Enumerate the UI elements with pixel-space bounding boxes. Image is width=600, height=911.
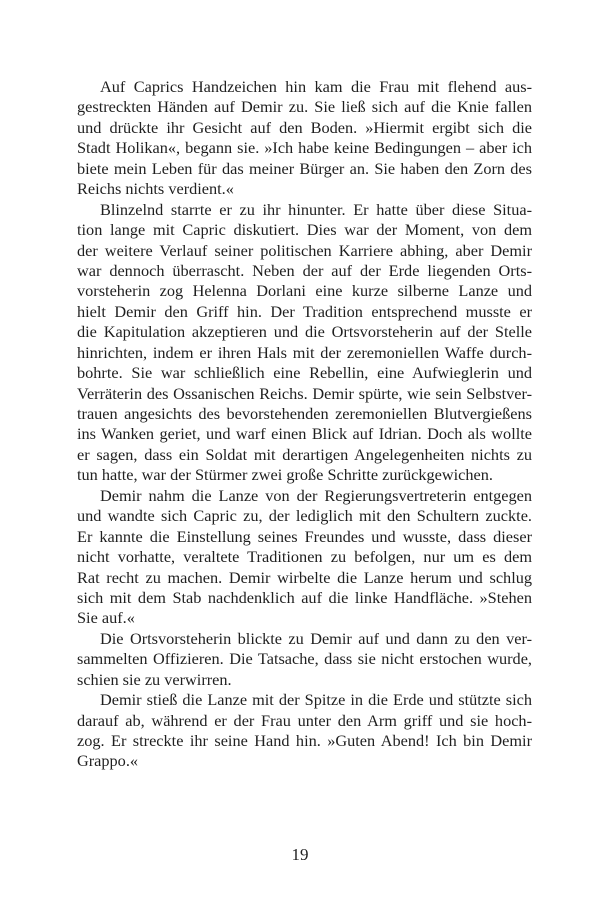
text-line: biete mein Leben für das meiner Bürger an. Sie haben den Zorn des [77,158,532,178]
text-line: hielt Demir den Griff hin. Der Tradition entsprechend musste er [77,301,532,321]
page-body [77,77,532,772]
paragraph [77,77,532,200]
text-line: war dennoch überrascht. Neben der auf der Erde liegenden Orts- [77,260,532,280]
text-line: ins Wanken geriet, und warf einen Blick auf Idrian. Doch als wollte [77,424,532,444]
text-line: Die Ortsvorsteherin blickte zu Demir auf und dann zu den ver- [100,628,532,648]
paragraph [77,690,532,772]
text-line: und wandte sich Capric zu, der lediglich mit den Schultern zuckte. [77,506,532,526]
text-line: Demir stieß die Lanze mit der Spitze in die Erde und stützte sich [100,690,532,710]
text-line: sich mit dem Stab nachdenklich auf die linke Handfläche. »Stehen [77,587,532,607]
text-line: tun hatte, war der Stürmer zwei große Schritte zurückgewichen. [77,465,493,485]
paragraph [77,629,532,690]
text-line: trauen angesichts des bevorstehenden zeremoniellen Blutvergießens [77,404,532,423]
paragraph [77,486,532,629]
text-line: Stadt Holikan«, begann sie. »Ich habe keine Bedingungen – aber ich [77,138,532,158]
text-line: zog. Er streckte ihr seine Hand hin. »Guten Abend! Ich bin Demir [77,731,532,750]
text-line: und drückte ihr Gesicht auf den Boden. »Hiermit ergibt sich die [77,117,532,137]
text-line: Sie auf.« [77,608,135,628]
text-line: Demir nahm die Lanze von der Regierungsvertreterin entgegen [100,485,532,505]
text-line: tion lange mit Capric diskutiert. Dies war der Moment, von dem [77,220,532,240]
text-line: darauf ab, während er der Frau unter den Arm griff und sie hoch- [77,710,532,730]
text-line: nicht vorhatte, veraltete Traditionen zu befolgen, nur um es dem [77,547,532,567]
text-line: Verräterin des Ossanischen Reichs. Demir spürte, wie sein Selbstver- [77,383,532,403]
text-line: schien sie zu verwirren. [77,669,232,689]
text-line: Reichs nichts verdient.« [77,179,234,199]
text-line: bohrte. Sie war schließlich eine Rebellin, eine Aufwieglerin und [77,363,532,383]
text-line: sammelten Offizieren. Die Tatsache, dass sie nicht erstochen wurde, [77,649,532,669]
text-line: Blinzelnd starrte er zu ihr hinunter. Er hatte über diese Situa- [100,199,532,219]
text-line: hinrichten, indem er ihren Hals mit der zeremoniellen Waffe durch- [77,342,532,362]
text-line: Grappo.« [77,751,139,771]
text-line: Auf Caprics Handzeichen hin kam die Frau mit flehend aus- [100,77,532,96]
text-line: gestreckten Händen auf Demir zu. Sie ließ sich auf die Knie fallen [77,97,532,117]
text-line: vorsteherin zog Helenna Dorlani eine kurze silberne Lanze und [77,281,532,301]
text-line: er sagen, dass ein Soldat mit derartigen Angelegenheiten nichts zu [77,444,532,464]
text-line: Rat recht zu machen. Demir wirbelte die Lanze herum und schlug [77,567,532,587]
text-line: der weitere Verlauf seiner politischen Karriere abhing, aber Demir [77,240,532,260]
text-line: Er kannte die Einstellung seines Freundes und wusste, dass dieser [77,526,532,546]
text-line: die Kapitulation akzeptieren und die Ortsvorsteherin auf der Stelle [77,322,532,342]
paragraph [77,200,532,486]
page-number: 19 [291,845,309,864]
